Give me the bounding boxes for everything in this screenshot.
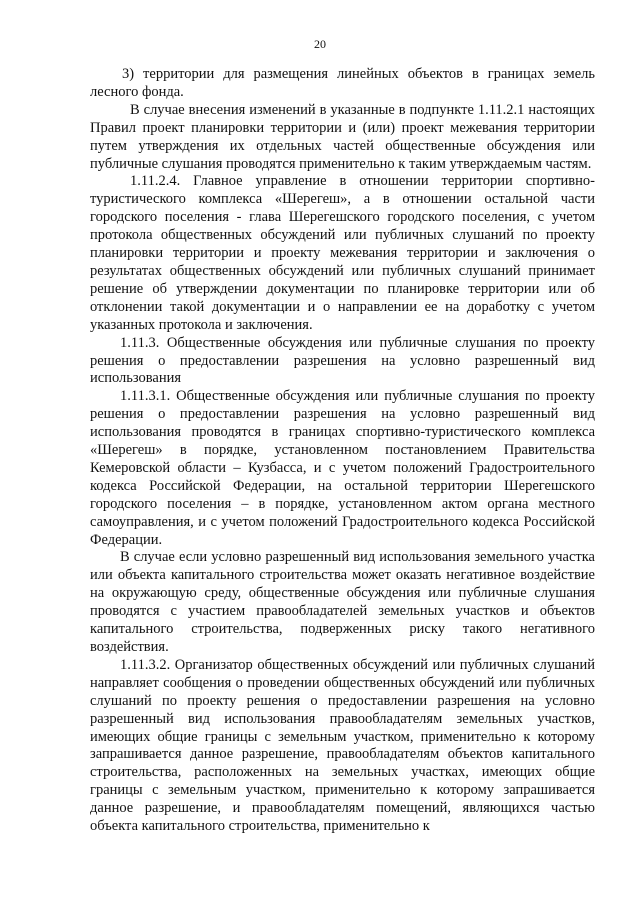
section-heading-1-11-3: 1.11.3. Общественные обсуждения или публичные слушания по проекту решения о предоставлении разрешения на условно разрешенный вид использования [90,334,595,387]
paragraph-changes-to-project: В случае внесения изменений в указанные в подпункте 1.11.2.1 настоящих Правил проект планировки территории и (или) проект межевания территории путем утверждения их отдельных частей общественные обсуждения или публичные слушания проводятся применительно к таким утверждаемым частям. [90,101,595,172]
paragraph-1-11-3-1: 1.11.3.1. Общественные обсуждения или публичные слушания по проекту решения о предоставлении разрешения на условно разрешенный вид использования проводятся в границах спортивно-туристического комплекса «Шерегеш» в порядке, установленном постановлением Правительства Кемеровской области – Кузбасса, и с учетом положений Градостроительного кодекса Российской Федерации, на остальной территории Шерегешского городского поселения – в порядке, установленном актом органа местного самоуправления, и с учетом положений Градостроительного кодекса Российской Федерации. [90,388,595,548]
paragraph-forest-fund-territories: 3) территории для размещения линейных объектов в границах земель лесного фонда. [90,66,595,100]
document-body [90,66,595,836]
paragraph-1-11-3-2: 1.11.3.2. Организатор общественных обсуждений или публичных слушаний направляет сообщения о проведении общественных обсуждений или публичных слушаний по проекту решения о предоставлении разрешения на условно разрешенный вид использования правообладателям земельных участков, имеющих общие границы с земельным участком, применительно к которому запрашивается данное разрешение, правообладателям объектов капитального строительства, расположенных на земельных участках, имеющих общие границы с земельным участком, применительно к которому запрашивается данное разрешение, и правообладателям помещений, являющихся частью объекта капитального строительства, применительно к [90,656,595,835]
paragraph-1-11-2-4: 1.11.2.4. Главное управление в отношении территории спортивно-туристического комплекса «Шерегеш», а в отношении остальной части городского поселения - глава Шерегешского городского поселения, с учетом протокола общественных обсуждений или публичных слушаний по проекту планировки территории и проекту межевания территории и заключения о результатах общественных обсуждений или публичных слушаний принимает решение об утверждении документации по планировке территории или об отклонении такой документации и о направлении ее на доработку с учетом указанных протокола и заключения. [90,173,595,333]
page-number: 20 [314,37,326,51]
paragraph-negative-impact: В случае если условно разрешенный вид использования земельного участка или объекта капитального строительства может оказать негативное воздействие на окружающую среду, общественные обсуждения или публичные слушания проводятся с участием правообладателей земельных участков и объектов капитального строительства, подверженных риску такого негативного воздействия. [90,549,595,655]
